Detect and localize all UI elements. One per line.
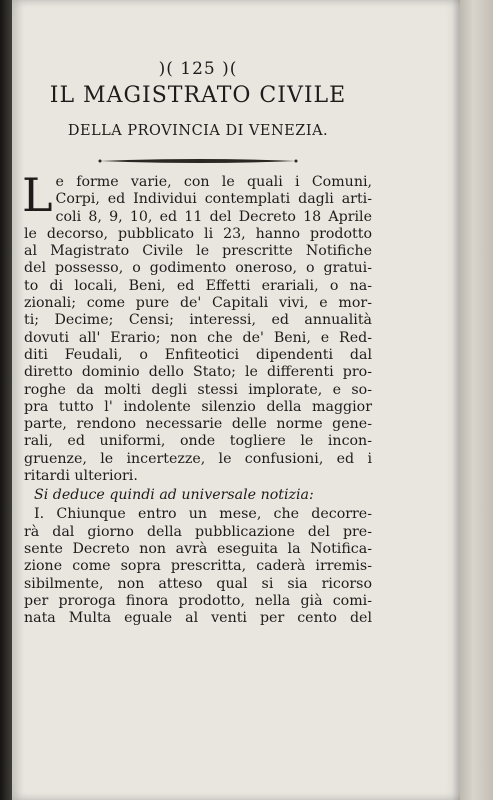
text-line: roghe da molti degli stessi implorate, e so- xyxy=(24,381,372,398)
text-line: dovuti all' Erario; non che de' Beni, e Red- xyxy=(24,329,372,346)
page-title: IL MAGISTRATO CIVILE xyxy=(49,83,347,108)
text-line: e forme varie, con le quali i Comuni, xyxy=(55,174,372,190)
text-line: rali, ed uniformi, onde togliere le incon- xyxy=(24,433,372,450)
text-line: al Magistrato Civile le prescritte Notifiche xyxy=(24,243,372,260)
page-number: )( 125 )( xyxy=(158,59,238,79)
text-line: diretto dominio dello Stato; le differenti pro- xyxy=(24,364,372,381)
text-line: coli 8, 9, 10, ed 11 del Decreto 18 Aprile xyxy=(55,208,372,225)
text-line: ti; Decime; Censi; interessi, ed annualità xyxy=(24,312,372,329)
text-line: ritardi ulteriori. xyxy=(24,468,138,485)
drop-cap: L xyxy=(22,168,53,222)
ornament-rule-icon xyxy=(98,158,298,164)
text-line: sibilmente, non atteso qual si sia ricorso xyxy=(24,575,372,592)
text-line: I. Chiunque entro un mese, che decorre- xyxy=(34,506,372,523)
text-line: per proroga finora prodotto, nella già comi- xyxy=(24,592,372,609)
text-line: zione come sopra prescritta, caderà irremis- xyxy=(24,558,372,575)
adjacent-page-edge xyxy=(460,0,493,800)
text-line: parte, rendono necessarie delle norme gene- xyxy=(24,416,372,433)
intro-paragraph xyxy=(22,168,372,485)
text-line: zionali; come pure de' Capitali vivi, e mor- xyxy=(24,295,372,312)
point-one-paragraph xyxy=(24,506,372,627)
page-subtitle: DELLA PROVINCIA DI VENEZIA. xyxy=(67,123,329,139)
decorative-rule xyxy=(98,158,298,164)
text-line: del possesso, o godimento oneroso, o gratui- xyxy=(24,260,372,277)
text-line: le decorso, pubblicato li 23, hanno prodotto xyxy=(24,225,372,242)
page-text xyxy=(24,58,372,627)
text-line: nata Multa eguale al venti per cento del xyxy=(24,610,372,627)
text-line: Corpi, ed Individui contemplati dagli arti- xyxy=(55,191,372,208)
text-line: gruenze, le incertezze, le confusioni, ed i xyxy=(24,450,372,467)
text-line: to di locali, Beni, ed Effetti erariali, o na- xyxy=(24,277,372,294)
deduction-heading: Si deduce quindi ad universale notizia: xyxy=(34,487,314,504)
text-line: diti Feudali, o Enfiteotici dipendenti dal xyxy=(24,346,372,363)
text-line: pra tutto l' indolente silenzio della maggior xyxy=(24,398,372,415)
text-line: rà dal giorno della pubblicazione del pre- xyxy=(24,523,372,540)
text-line: sente Decreto non avrà eseguita la Notifica- xyxy=(24,540,372,557)
